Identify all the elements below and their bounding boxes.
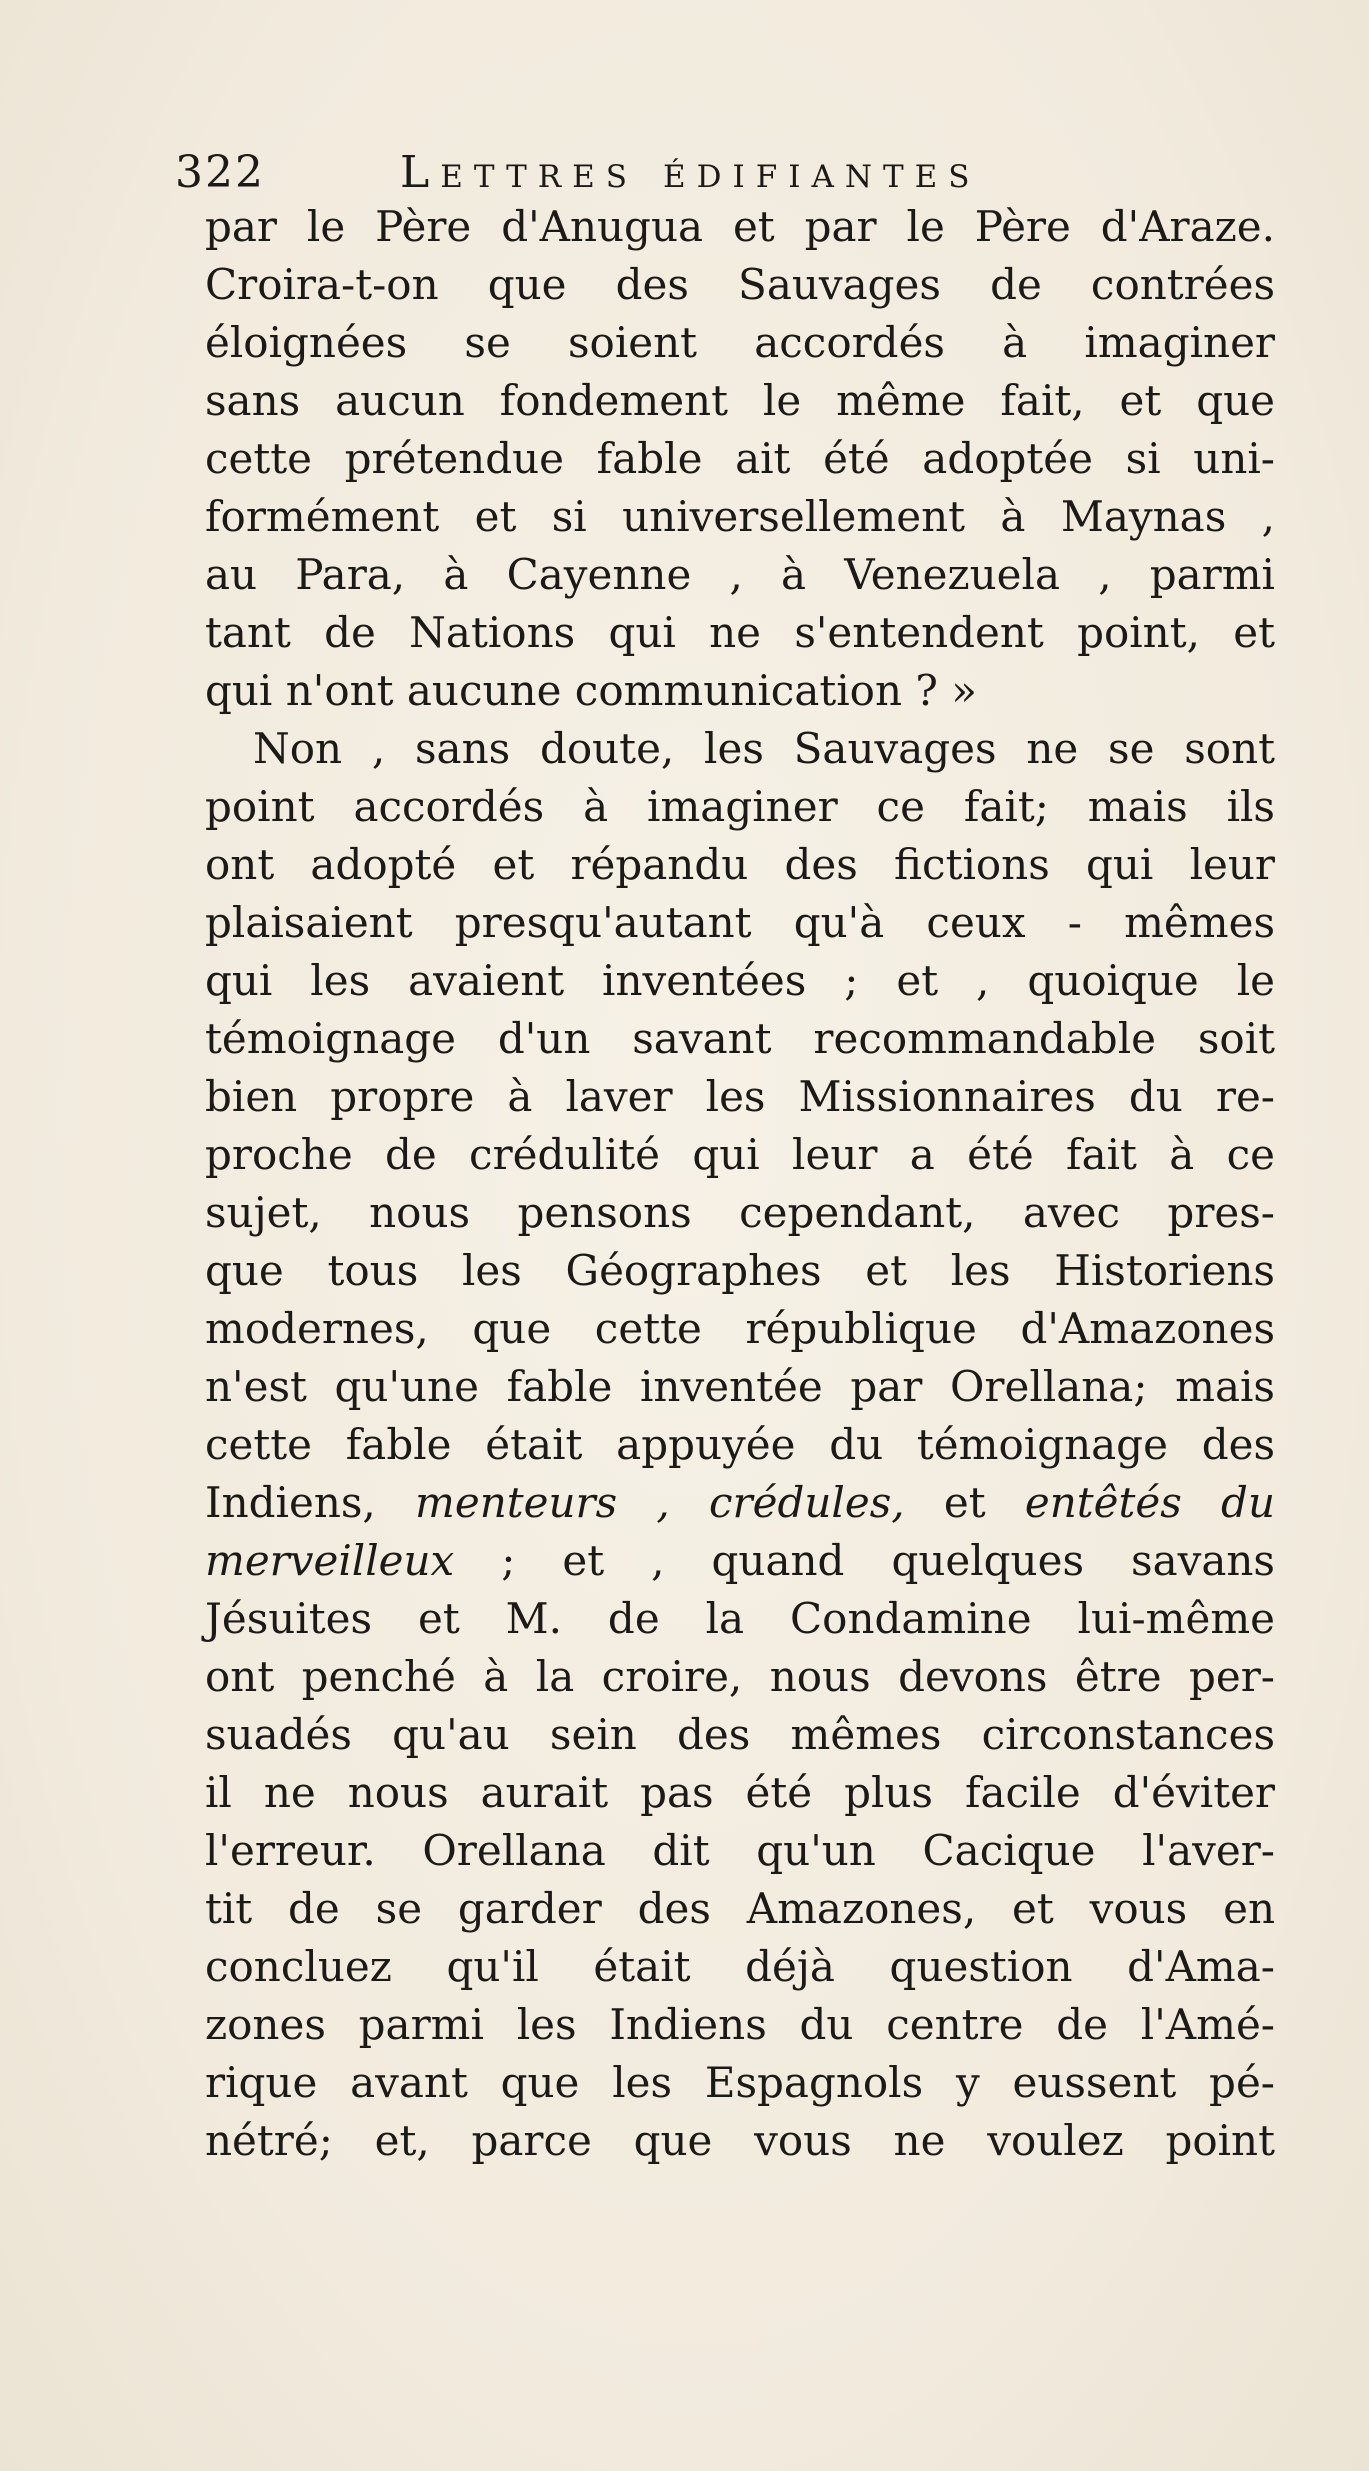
text-line: sans aucun fondement le même fait, et que	[205, 376, 1275, 425]
text-line: nétré; et, parce que vous ne voulez point	[205, 2116, 1275, 2165]
italic-text: menteurs , crédules,	[415, 1478, 944, 1527]
text-line: tant de Nations qui ne s'entendent point, et	[205, 608, 1275, 657]
paragraph-end-line: qui n'ont aucune communication ? »	[205, 666, 977, 715]
text-line: par le Père d'Anugua et par le Père d'Araze.	[205, 202, 1275, 251]
text-line: n'est qu'une fable inventée par Orellana; mais	[205, 1362, 1275, 1411]
text-line: qui les avaient inventées ; et , quoique le	[205, 956, 1275, 1005]
text-line: sujet, nous pensons cependant, avec pres-	[205, 1188, 1275, 1237]
text-line: concluez qu'il était déjà question d'Ama-	[205, 1942, 1275, 1991]
text-line: proche de crédulité qui leur a été fait à ce	[205, 1130, 1275, 1179]
page-header	[175, 140, 1075, 206]
italic-text: merveilleux	[205, 1536, 455, 1585]
body-text	[205, 198, 1275, 2170]
text-line: rique avant que les Espagnols y eussent pé-	[205, 2058, 1275, 2107]
italic-text: entêtés du	[1024, 1478, 1275, 1527]
page-number: 322	[175, 147, 265, 198]
text-line: tit de se garder des Amazones, et vous en	[205, 1884, 1275, 1933]
text-line: modernes, que cette république d'Amazones	[205, 1304, 1275, 1353]
text-line: point accordés à imaginer ce fait; mais ils	[205, 782, 1275, 831]
text-line: zones parmi les Indiens du centre de l'Amé-	[205, 2000, 1275, 2049]
text-line-mixed: merveilleux ; et , quand quelques savans	[205, 1536, 1275, 1585]
text-line: Croira-t-on que des Sauvages de contrées	[205, 260, 1275, 309]
running-head: Lettres édifiantes	[400, 147, 981, 198]
text-line: ont penché à la croire, nous devons être per-	[205, 1652, 1275, 1701]
text-line: l'erreur. Orellana dit qu'un Cacique l'aver-	[205, 1826, 1275, 1875]
text-line: éloignées se soient accordés à imaginer	[205, 318, 1275, 367]
text-line: cette prétendue fable ait été adoptée si uni-	[205, 434, 1275, 483]
text-line: bien propre à laver les Missionnaires du re-	[205, 1072, 1275, 1121]
text-line: témoignage d'un savant recommandable soit	[205, 1014, 1275, 1063]
text-line: plaisaient presqu'autant qu'à ceux - mêmes	[205, 898, 1275, 947]
text-line: ont adopté et répandu des fictions qui leur	[205, 840, 1275, 889]
text-line: cette fable était appuyée du témoignage des	[205, 1420, 1275, 1469]
text-line: formément et si universellement à Maynas ,	[205, 492, 1275, 541]
text-line-mixed: Indiens, menteurs , crédules, et entêtés du	[205, 1478, 1275, 1527]
text-line: que tous les Géographes et les Historiens	[205, 1246, 1275, 1295]
text-line: Jésuites et M. de la Condamine lui-même	[205, 1594, 1275, 1643]
text-line: il ne nous aurait pas été plus facile d'éviter	[205, 1768, 1275, 1817]
text-line: au Para, à Cayenne , à Venezuela , parmi	[205, 550, 1275, 599]
text-line: suadés qu'au sein des mêmes circonstances	[205, 1710, 1275, 1759]
paragraph-start-line: Non , sans doute, les Sauvages ne se sont	[253, 724, 1275, 773]
